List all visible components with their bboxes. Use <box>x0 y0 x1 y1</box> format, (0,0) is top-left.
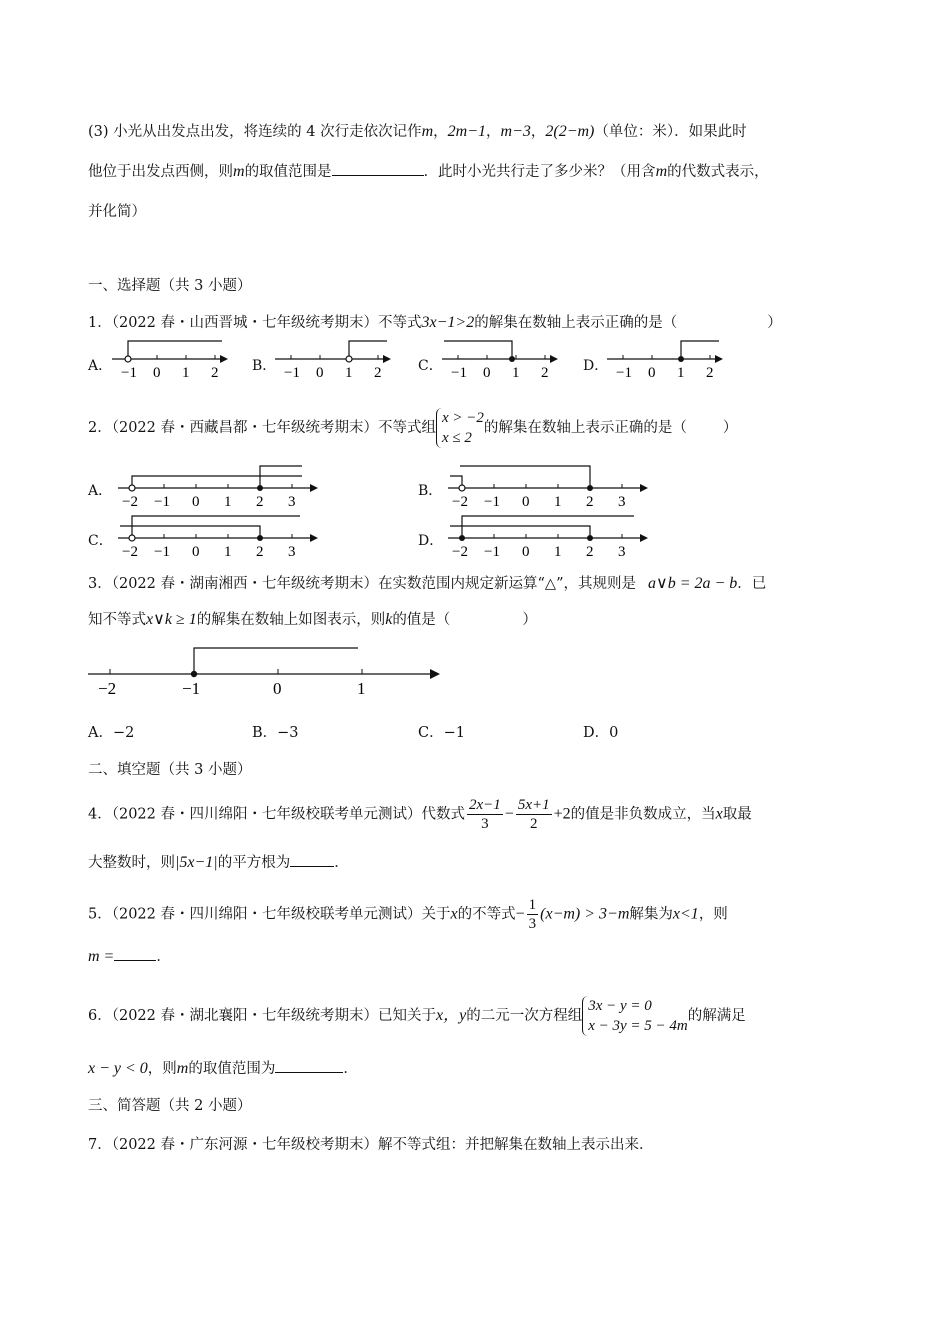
text: 的解满足 <box>687 1008 746 1024</box>
answer-blank[interactable] <box>114 946 156 961</box>
tick-label: 0 <box>483 365 491 381</box>
question-6-line2 <box>88 1057 358 1078</box>
math-expr: (x−m) > 3−m <box>540 905 630 923</box>
text: 并化简） <box>88 204 146 220</box>
q2-numberline-b <box>446 460 656 508</box>
sep: ， <box>433 124 448 140</box>
answer-blank[interactable] <box>290 852 334 867</box>
question-4-line1 <box>88 796 752 833</box>
operator: +2 <box>553 805 571 823</box>
q3-part-line3 <box>88 200 146 221</box>
tick-label: 0 <box>522 494 530 510</box>
question-5-line2 <box>88 945 171 966</box>
source: （2022 春・四川绵阳・七年级校联考单元测试） <box>111 806 422 823</box>
tick-label: 2 <box>586 494 594 510</box>
tick-label: 2 <box>706 365 714 381</box>
math-ineq: x∨k ≥ 1 <box>146 611 197 628</box>
text: 知不等式 <box>88 612 146 628</box>
fraction <box>467 796 503 833</box>
tick-label: 2 <box>586 544 594 560</box>
math-expr: m−3 <box>500 123 531 140</box>
tick-label: 0 <box>153 365 161 381</box>
math-m: m <box>176 1060 189 1077</box>
text: 解集为 <box>629 906 673 923</box>
q-num: 1． <box>88 315 112 331</box>
math-xy: x，y <box>436 1007 467 1024</box>
tick-label: 2 <box>256 494 264 510</box>
text: 的值是（ <box>392 612 451 628</box>
tick-label: 2 <box>256 544 264 560</box>
text: 的二元一次方程组 <box>466 1008 583 1024</box>
q1-numberline-d <box>605 335 730 380</box>
q2-numberline-d <box>446 510 656 558</box>
q1-numberline-b <box>273 335 398 380</box>
q-num: 6． <box>88 1008 112 1024</box>
tick-label: 0 <box>273 679 282 698</box>
text: 不等式组 <box>378 420 436 436</box>
tick-label: 0 <box>522 544 530 560</box>
text: 的解集在数轴上如图表示，则 <box>196 612 386 628</box>
tick-label: −1 <box>484 494 500 510</box>
text: ） <box>722 420 738 436</box>
section-title: 二、填空题（共 3 小题） <box>88 762 252 778</box>
text: 的值是非负数成立，当 <box>570 806 716 823</box>
source: （2022 春・四川绵阳・七年级校联考单元测试） <box>111 906 422 923</box>
tick-label: 1 <box>677 365 685 381</box>
tick-label: 3 <box>618 494 626 510</box>
tick-label: 0 <box>192 494 200 510</box>
text: （单位：米）．如果此时 <box>594 124 747 140</box>
math-k: k <box>385 611 393 628</box>
q2-option-c[interactable]: C． <box>88 533 113 549</box>
tick-label: 0 <box>648 365 656 381</box>
q2-option-a[interactable]: A． <box>88 483 113 499</box>
q2-numberline-c <box>116 510 326 558</box>
tick-label: −1 <box>616 365 632 381</box>
q3-answer-c[interactable]: C．−1 <box>418 725 465 741</box>
text: ） <box>522 612 537 628</box>
question-6-line1 <box>88 996 746 1036</box>
text: ． <box>156 949 171 965</box>
numerator: 1 <box>528 897 537 913</box>
section-title: 三、简答题（共 2 小题） <box>88 1098 252 1114</box>
text: 的不等式 <box>457 906 516 923</box>
fraction <box>516 796 552 833</box>
text: 的代数式表示， <box>667 164 769 180</box>
math-m: m = <box>88 948 115 965</box>
tick-label: 3 <box>288 544 296 560</box>
q1-numberline-c <box>440 335 565 380</box>
tick-label: −1 <box>451 365 467 381</box>
tick-label: 3 <box>618 544 626 560</box>
q2-numberline-a <box>116 460 326 508</box>
q2-option-d[interactable]: D． <box>418 533 444 549</box>
question-7 <box>88 1133 654 1154</box>
q3-answer-b[interactable]: B．−3 <box>252 725 299 741</box>
text: ．此时小光共行走了多少米？（用含 <box>423 164 656 180</box>
sep: ， <box>486 124 501 140</box>
sep: ， <box>530 124 546 140</box>
tick-label: −2 <box>98 679 117 698</box>
source: （2022 春・湖北襄阳・七年级统考期末） <box>111 1008 378 1024</box>
sys-line: 3x − y = 0 <box>588 998 652 1014</box>
q3-numberline <box>86 642 446 700</box>
q3-part-line2 <box>88 160 769 181</box>
tick-label: 1 <box>224 544 232 560</box>
sys-line: x ≤ 2 <box>442 430 472 446</box>
math-abs: |5x−1| <box>175 854 218 871</box>
q-num: 2． <box>88 420 112 436</box>
text: 已知关于 <box>378 1008 436 1024</box>
text: ） <box>767 315 782 331</box>
math-sol: x<1 <box>672 905 699 923</box>
text: 不等式 <box>378 315 422 331</box>
sys-line: x − 3y = 5 − 4m <box>588 1018 688 1034</box>
q3-answer-a[interactable]: A．−2 <box>88 725 135 741</box>
tick-label: 2 <box>211 365 219 381</box>
question-1 <box>88 311 782 332</box>
source: （2022 春・西藏昌都・七年级统考期末） <box>111 420 378 436</box>
question-3-line1 <box>88 572 766 593</box>
q1-numberline-a <box>110 335 235 380</box>
q3-part-line1 <box>88 120 747 141</box>
q1-option-c[interactable]: C． <box>418 358 443 374</box>
text: 关于 <box>421 906 451 923</box>
math-m: m <box>233 163 245 180</box>
q-num: 4． <box>88 806 112 823</box>
q-num: 5． <box>88 906 112 923</box>
tick-label: 1 <box>345 365 353 381</box>
answer-blank[interactable] <box>275 1058 343 1073</box>
tick-label: −1 <box>284 365 300 381</box>
tick-label: −1 <box>484 544 500 560</box>
tick-label: 1 <box>512 365 520 381</box>
q2-option-b[interactable]: B． <box>418 483 443 499</box>
tick-label: 1 <box>224 494 232 510</box>
text: 的平方根为 <box>217 855 291 871</box>
tick-label: −1 <box>182 679 201 698</box>
tick-label: −1 <box>154 544 170 560</box>
text: 大整数时，则 <box>88 855 175 871</box>
tick-label: −2 <box>452 544 468 560</box>
operator: − <box>504 805 514 823</box>
question-3-line2 <box>88 608 537 629</box>
math-expr: 2(2−m) <box>545 123 595 140</box>
text: ，则 <box>698 906 728 923</box>
numerator: 5x+1 <box>517 797 550 813</box>
math-rule: a∨b = 2a − b <box>647 575 738 592</box>
text: 的解集在数轴上表示正确的是（ <box>474 315 678 331</box>
tick-label: 1 <box>554 494 562 510</box>
tick-label: −1 <box>121 365 137 381</box>
tick-label: 1 <box>554 544 562 560</box>
numerator: 2x−1 <box>469 797 501 813</box>
tick-label: −2 <box>122 494 138 510</box>
equation-system <box>582 996 688 1036</box>
text: 的取值范围为 <box>188 1061 276 1077</box>
math-x: x <box>715 805 723 823</box>
text: (3) 小光从出发点出发，将连续的 4 次行走依次记作 <box>88 124 422 140</box>
tick-label: −2 <box>122 544 138 560</box>
q1-option-b[interactable]: B． <box>252 358 277 374</box>
q1-option-d[interactable]: D． <box>583 358 609 374</box>
denominator: 3 <box>481 816 489 832</box>
tick-label: −2 <box>452 494 468 510</box>
math-x: x <box>450 905 458 923</box>
text: ． <box>343 1061 358 1077</box>
q-num: 3． <box>88 576 112 592</box>
q1-option-a[interactable]: A． <box>88 358 113 374</box>
text: 的取值范围是 <box>244 164 332 180</box>
tick-label: 0 <box>316 365 324 381</box>
math-m: m <box>421 123 434 140</box>
question-5-line1 <box>88 896 728 933</box>
tick-label: 1 <box>182 365 190 381</box>
tick-label: 3 <box>288 494 296 510</box>
fraction <box>527 896 539 933</box>
text: 的解集在数轴上表示正确的是（ <box>483 420 687 436</box>
math-ineq: x − y < 0 <box>88 1060 148 1077</box>
text: ．已 <box>737 576 767 592</box>
source: （2022 春・湖南湘西・七年级统考期末） <box>111 576 378 592</box>
inequality-system <box>436 408 484 448</box>
denominator: 2 <box>529 816 538 832</box>
denominator: 3 <box>528 916 537 932</box>
section-title: 一、选择题（共 3 小题） <box>88 278 252 294</box>
math-ineq: 3x−1>2 <box>421 314 475 331</box>
source: （2022 春・广东河源・七年级校考期末） <box>111 1137 378 1153</box>
math-m: m <box>655 163 668 180</box>
q3-answer-d[interactable]: D．0 <box>583 725 619 741</box>
tick-label: 2 <box>374 365 382 381</box>
tick-label: 1 <box>357 679 366 698</box>
text: 代数式 <box>421 806 465 823</box>
question-4-line2 <box>88 851 349 872</box>
q-num: 7． <box>88 1137 112 1153</box>
text: 解不等式组：并把解集在数轴上表示出来． <box>378 1137 654 1153</box>
question-2 <box>88 408 737 448</box>
operator: − <box>515 905 525 923</box>
tick-label: 0 <box>192 544 200 560</box>
sys-line: x > −2 <box>442 410 484 426</box>
text: 在实数范围内规定新运算“△”，其规则是 <box>378 576 636 592</box>
text: 取最 <box>722 806 752 823</box>
text: 他位于出发点西侧，则 <box>88 164 233 180</box>
tick-label: −1 <box>154 494 170 510</box>
text: ，则 <box>147 1061 177 1077</box>
answer-blank[interactable] <box>332 161 424 176</box>
tick-label: 2 <box>541 365 549 381</box>
source: （2022 春・山西晋城・七年级统考期末） <box>111 315 378 331</box>
math-expr: 2m−1 <box>447 123 487 140</box>
text: ． <box>334 855 349 871</box>
